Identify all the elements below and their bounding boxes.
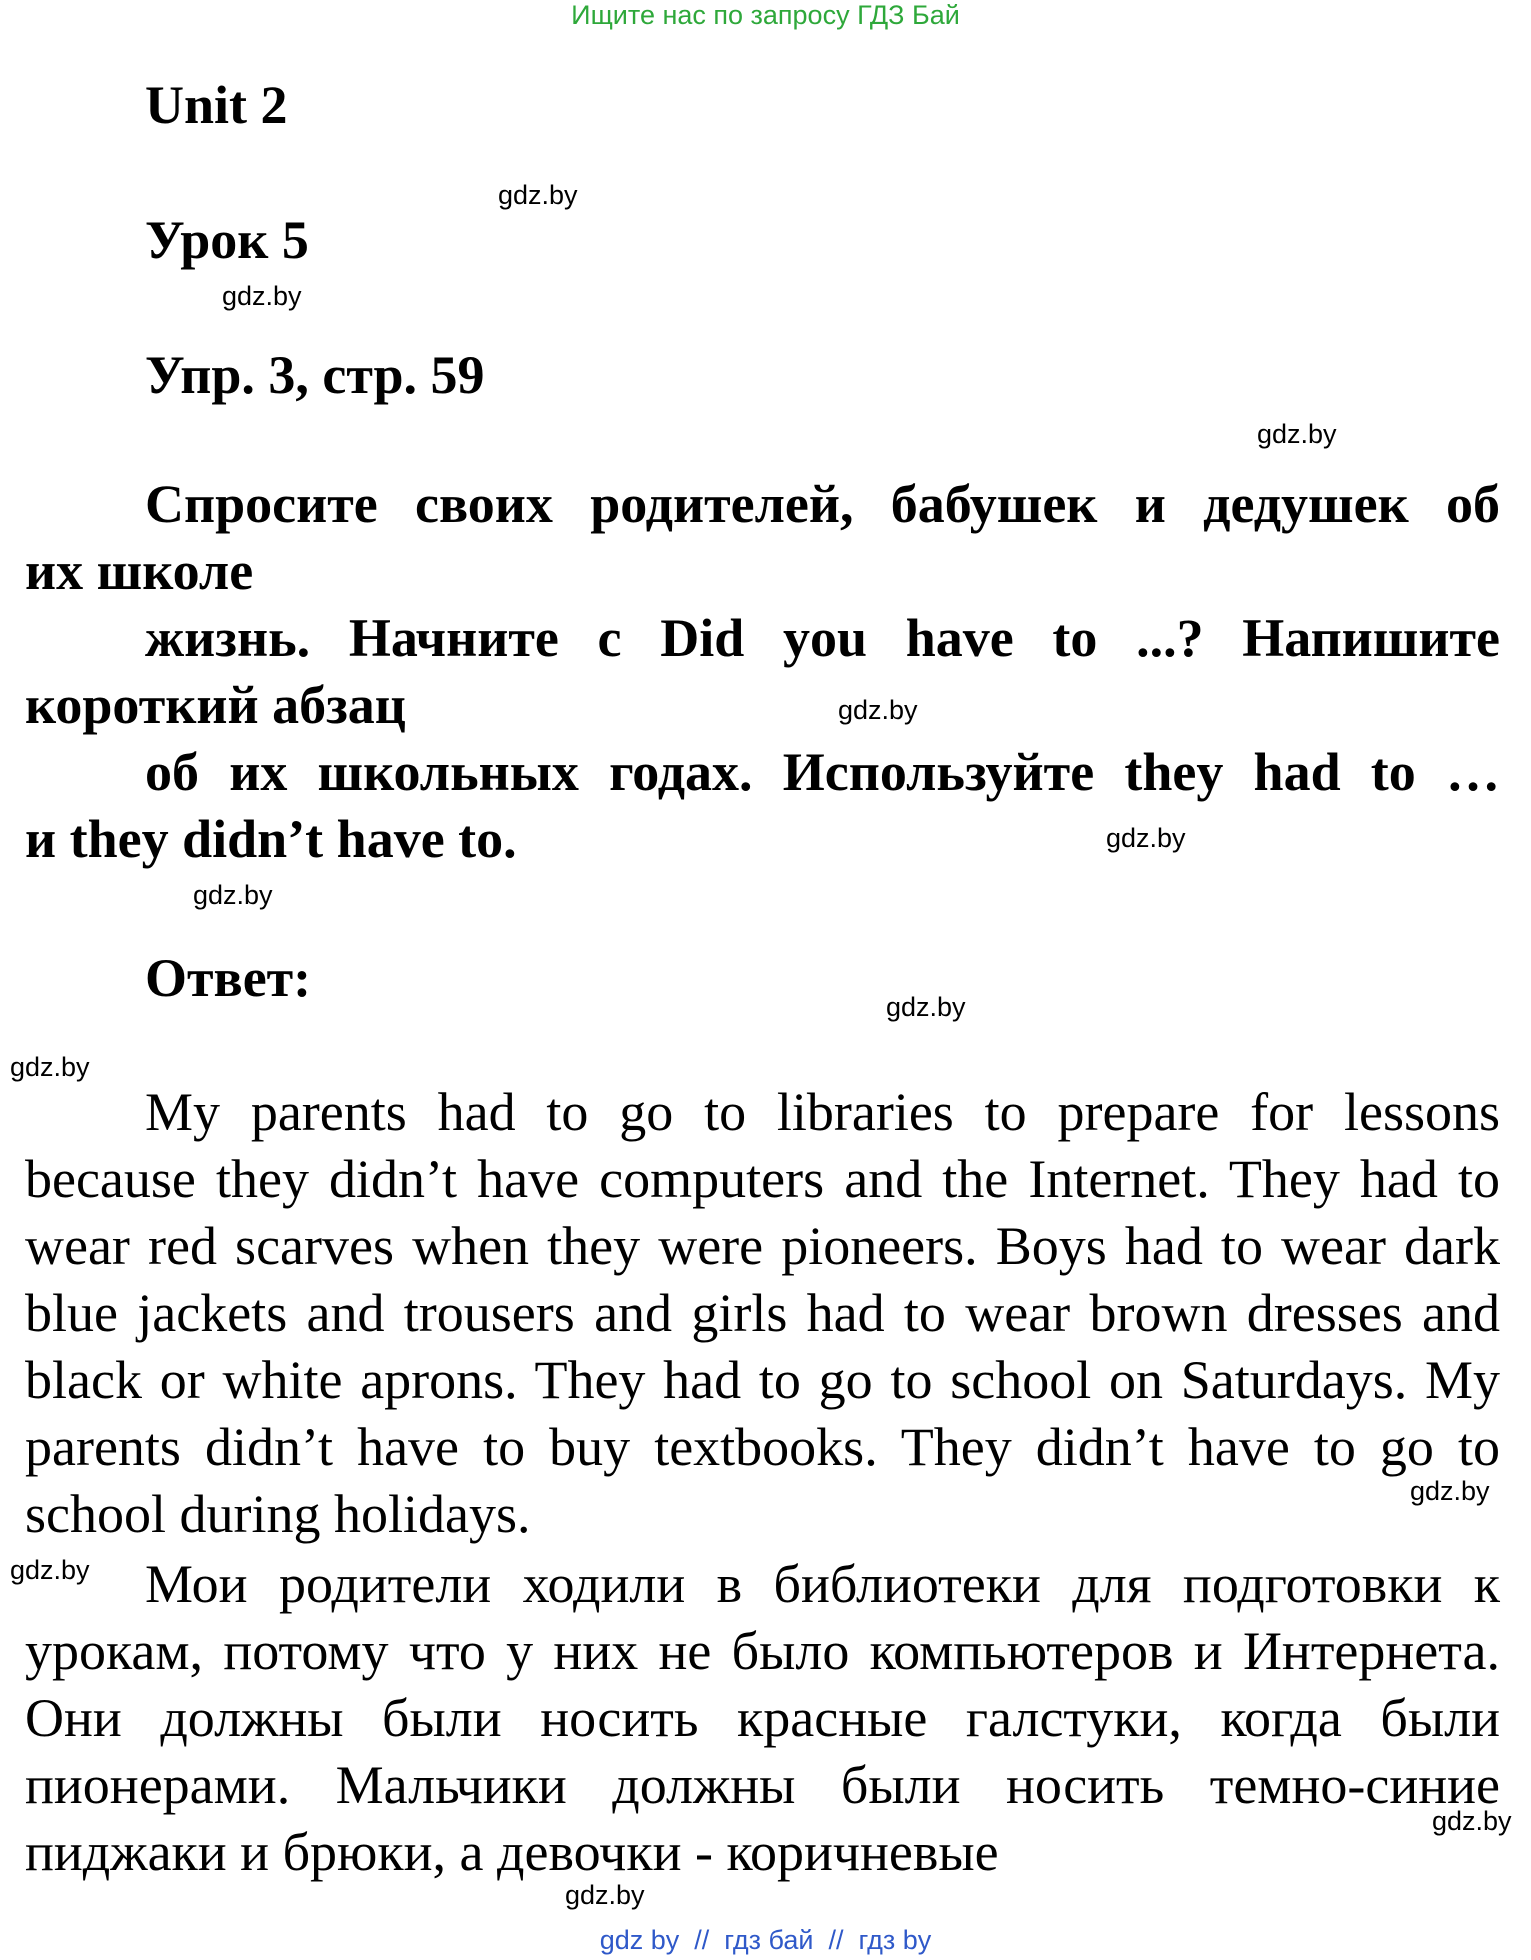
task-text [25,471,1500,873]
answer-english-paragraph: My parents had to go to libraries to prepare for lessons because they didn’t have computers and the Internet. They had to wear red scarves when they were pioneers. Boys had to wear dark blue jackets and trousers and girls had to wear brown dresses and black or white aprons. They had to go to school on Saturdays. My parents didn’t have to buy textbooks. They didn’t have to go to school during holidays. [25,1082,1500,1544]
answer-russian [25,1551,1500,1886]
watermark: gdz.by [565,1880,645,1910]
task-line: и they didn’t have to. [25,809,517,869]
watermark: gdz.by [1410,1476,1490,1506]
watermark: gdz.by [222,281,302,311]
task-line: Спросите своих родителей, бабушек и дедушек об [145,474,1500,534]
watermark: gdz.by [10,1052,90,1082]
exercise-heading: Упр. 3, стр. 59 [145,345,485,405]
answer-english [25,1079,1500,1548]
footer-links[interactable]: gdz by // гдз бай // гдз by [599,1925,932,1955]
task-line: их школе [25,541,254,601]
watermark: gdz.by [838,695,918,725]
watermark: gdz.by [193,880,273,910]
task-line: короткий абзац [25,675,406,735]
task-line: жизнь. Начните с Did you have to ...? Напишите [145,608,1500,668]
watermark: gdz.by [498,180,578,210]
unit-heading: Unit 2 [145,75,288,135]
watermark: gdz.by [1432,1806,1512,1836]
lesson-heading: Урок 5 [145,210,309,270]
answer-russian-paragraph: Мои родители ходили в библиотеки для подготовки к урокам, потому что у них не было компьютеров и Интернета. Они должны были носить красные галстуки, когда были пионерами. Мальчики должны были носить темно-синие пиджаки и брюки, а девочки - коричневые [25,1554,1500,1882]
watermark: gdz.by [1257,419,1337,449]
watermark: gdz.by [886,992,966,1022]
answer-label: Ответ: [145,948,312,1008]
watermark: gdz.by [1106,823,1186,853]
top-banner[interactable]: Ищите нас по запросу ГДЗ Бай [571,0,960,30]
watermark: gdz.by [10,1555,90,1585]
task-line: об их школьных годах. Используйте they had to … [145,742,1500,802]
